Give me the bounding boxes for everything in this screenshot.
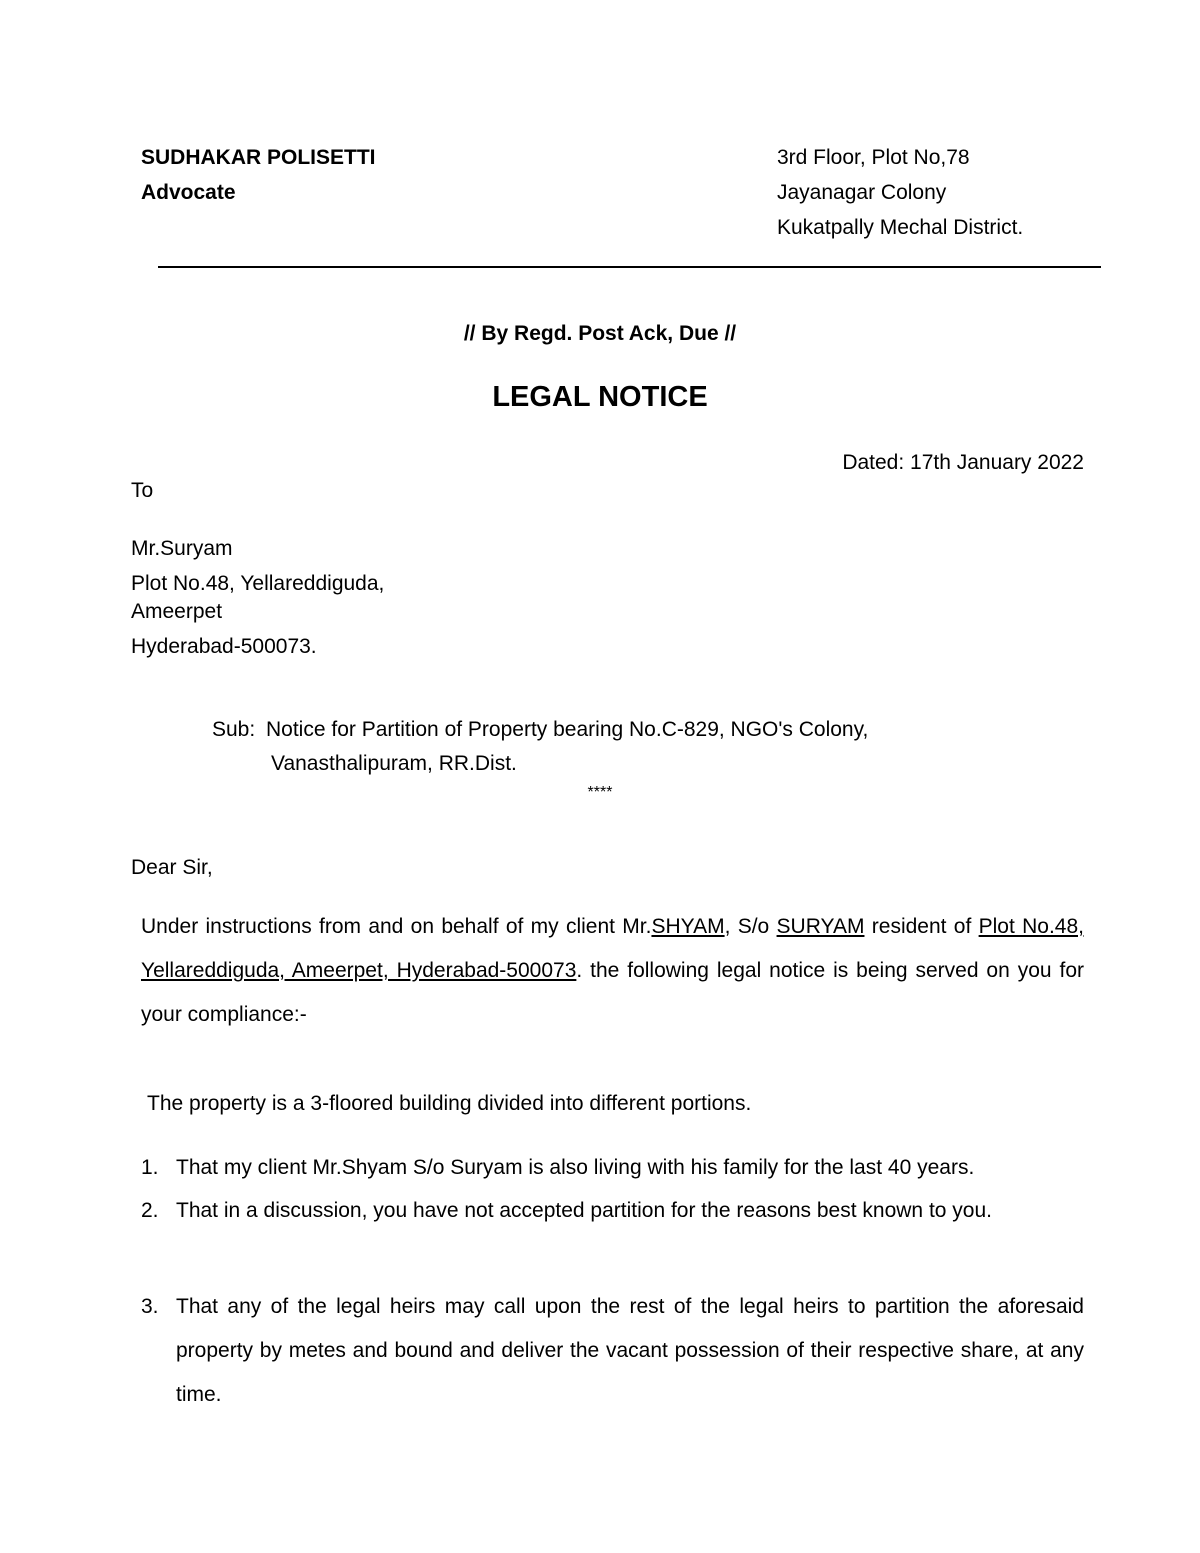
client-name: SHYAM xyxy=(651,915,725,938)
salutation: Dear Sir, xyxy=(131,856,213,879)
to-label: To xyxy=(131,479,154,502)
list-item-text: That any of the legal heirs may call upon the rest of the legal heirs to partition the aforesaid property by metes and bound and deliver the vacant possession of their respective share, at any time. xyxy=(176,1295,1084,1406)
sender-address-line-1: 3rd Floor, Plot No,78 xyxy=(777,146,970,169)
recipient-address-line-3: Hyderabad-500073. xyxy=(131,635,317,658)
subject-line-2: Vanasthalipuram, RR.Dist. xyxy=(271,752,517,775)
intro-text-3: resident of xyxy=(864,915,979,938)
recipient-address-line-1: Plot No.48, Yellareddiguda, xyxy=(131,572,385,595)
list-item-text: That my client Mr.Shyam S/o Suryam is also living with his family for the last 40 years. xyxy=(176,1156,975,1179)
document-heading: LEGAL NOTICE xyxy=(492,381,708,413)
recipient-address-line-2: Ameerpet xyxy=(131,600,223,623)
intro-text-4: . the following legal notice is being served on you for your compliance:- xyxy=(141,959,1084,1026)
delivery-mode: // By Regd. Post Ack, Due // xyxy=(463,322,737,345)
list-item-text: That in a discussion, you have not accepted partition for the reasons best known to you. xyxy=(176,1199,992,1222)
sender-title: Advocate xyxy=(141,181,236,204)
client-father-name: SURYAM xyxy=(776,915,865,938)
list-item-number: 1. xyxy=(141,1156,159,1179)
sender-name: SUDHAKAR POLISETTI xyxy=(141,146,376,169)
client-address: Plot No.48, Yellareddiguda, Ameerpet, Hyderabad-500073 xyxy=(141,915,1084,982)
intro-text-1: Under instructions from and on behalf of my client Mr. xyxy=(141,915,652,938)
subject-separator: **** xyxy=(587,784,613,801)
intro-text-2: , S/o xyxy=(724,915,777,938)
intro-paragraph xyxy=(141,905,1084,1037)
subject-label: Sub: xyxy=(212,718,256,741)
subject-line-1: Notice for Partition of Property bearing No.C-829, NGO's Colony, xyxy=(266,718,869,741)
recipient-name: Mr.Suryam xyxy=(131,537,233,560)
property-statement: The property is a 3-floored building divided into different portions. xyxy=(147,1092,752,1115)
list-item-number: 3. xyxy=(141,1295,159,1318)
list-item-number: 2. xyxy=(141,1199,159,1222)
letterhead-divider xyxy=(158,266,1101,268)
sender-address-line-3: Kukatpally Mechal District. xyxy=(777,216,1024,239)
sender-address-line-2: Jayanagar Colony xyxy=(777,181,947,204)
notice-date: Dated: 17th January 2022 xyxy=(842,451,1084,474)
